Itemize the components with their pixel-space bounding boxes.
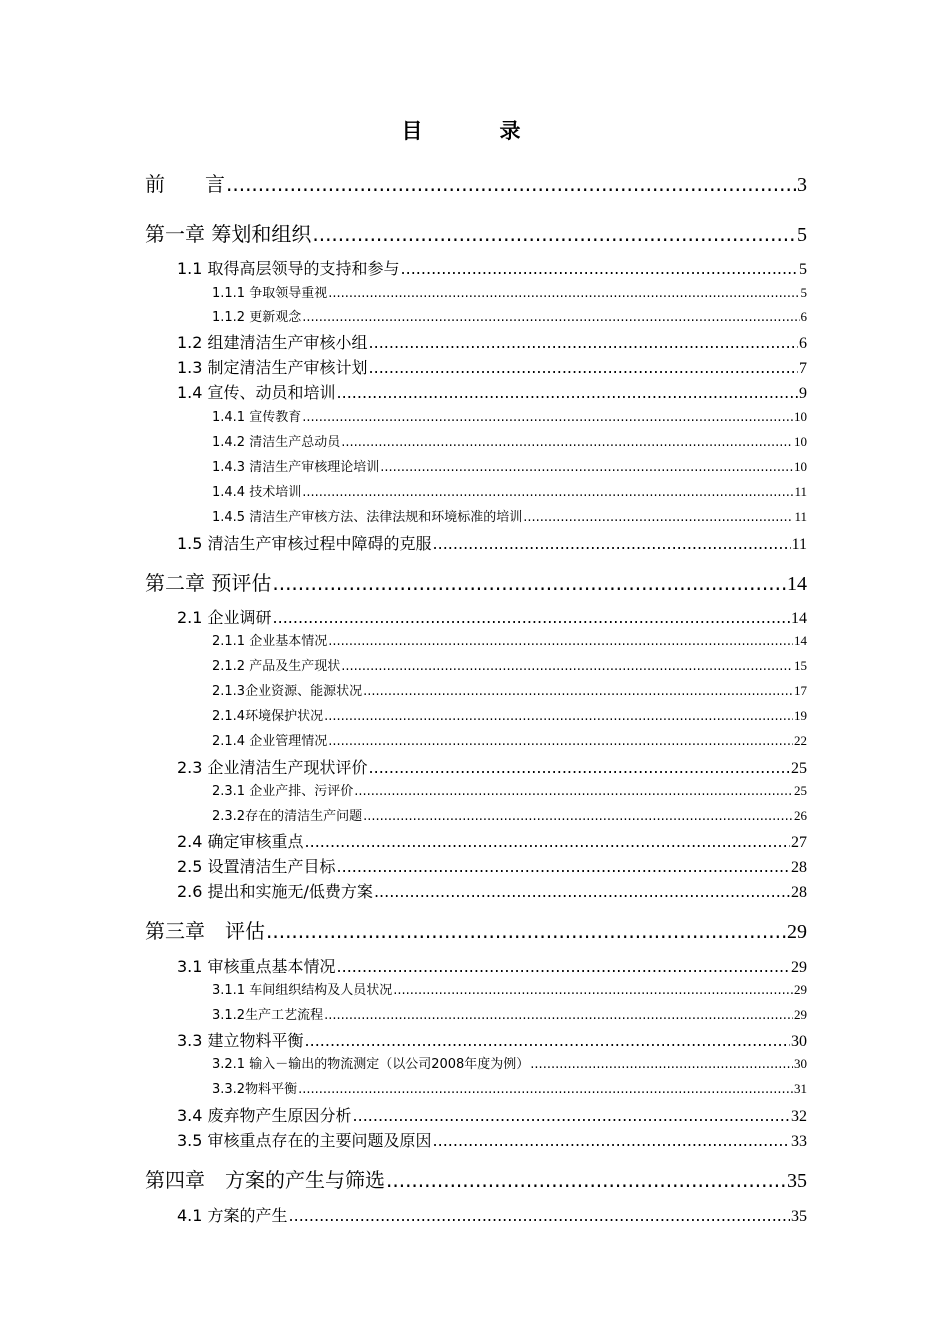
toc-entry xyxy=(177,879,807,902)
toc-entry xyxy=(177,954,807,977)
toc-entry xyxy=(212,680,807,699)
toc-entry xyxy=(212,306,807,325)
dot-leader xyxy=(324,1008,793,1023)
toc-entry-page-number: 6 xyxy=(799,335,807,352)
toc-entry-label: 1.4 宣传、动员和培训 xyxy=(177,383,336,402)
toc-entry-label: 3.4 废弃物产生原因分析 xyxy=(177,1106,352,1125)
toc-entry xyxy=(212,730,807,749)
toc-entry-label: 第四章 方案的产生与筛选 xyxy=(145,1168,385,1192)
dot-leader xyxy=(530,1057,793,1072)
toc-entry xyxy=(145,168,807,197)
dot-leader xyxy=(341,435,793,450)
toc-entry-label: 2.3.2存在的清洁生产问题 xyxy=(212,809,363,824)
toc-entry xyxy=(177,605,807,628)
dot-leader xyxy=(272,571,786,595)
toc-entry xyxy=(177,380,807,403)
toc-entry xyxy=(212,705,807,724)
dot-leader xyxy=(374,882,790,901)
dot-leader xyxy=(369,358,798,377)
toc-entry-label: 2.1 企业调研 xyxy=(177,608,272,627)
toc-entry xyxy=(177,355,807,378)
toc-entry-page-number: 19 xyxy=(794,708,807,723)
toc-entry-page-number: 6 xyxy=(800,309,807,324)
toc-entry-page-number: 28 xyxy=(791,884,807,901)
toc-entry-label: 2.1.2 产品及生产现状 xyxy=(212,659,341,674)
toc-entry-page-number: 25 xyxy=(794,783,807,798)
dot-leader xyxy=(289,1206,790,1225)
toc-entry-page-number: 32 xyxy=(791,1108,807,1125)
toc-entry xyxy=(145,1164,807,1193)
toc-entry-label: 3.1.2生产工艺流程 xyxy=(212,1008,324,1023)
toc-entry xyxy=(145,218,807,247)
toc-entry-page-number: 3 xyxy=(797,174,807,196)
toc-entry-label: 3.2.1 输入－输出的物流测定（以公司2008年度为例） xyxy=(212,1057,530,1072)
toc-entry-label: 3.3 建立物料平衡 xyxy=(177,1031,304,1050)
toc-entry-page-number: 31 xyxy=(794,1081,807,1096)
dot-leader xyxy=(302,310,799,325)
toc-entry-label: 1.4.2 清洁生产总动员 xyxy=(212,435,341,450)
toc-entry-page-number: 27 xyxy=(791,834,807,851)
toc-entry-page-number: 29 xyxy=(791,959,807,976)
toc-entry-page-number: 5 xyxy=(797,224,807,246)
toc-entry xyxy=(145,567,807,596)
toc-entry xyxy=(212,630,807,649)
toc-entry-label: 2.4 确定审核重点 xyxy=(177,832,304,851)
toc-entry-label: 1.4.1 宣传教育 xyxy=(212,410,302,425)
toc-entry-page-number: 25 xyxy=(791,760,807,777)
toc-entry-label: 1.3 制定清洁生产审核计划 xyxy=(177,358,368,377)
toc-entry xyxy=(177,330,807,353)
toc-entry-page-number: 35 xyxy=(791,1208,807,1225)
toc-entry-label: 1.2 组建清洁生产审核小组 xyxy=(177,333,368,352)
toc-entry-page-number: 22 xyxy=(794,733,807,748)
dot-leader xyxy=(369,758,790,777)
dot-leader xyxy=(298,1082,793,1097)
toc-entry-label: 1.4.5 清洁生产审核方法、法律法规和环境标准的培训 xyxy=(212,510,523,525)
dot-leader xyxy=(266,919,786,943)
dot-leader xyxy=(302,410,793,425)
toc-entry xyxy=(212,456,807,475)
toc-entry-label: 3.5 审核重点存在的主要问题及原因 xyxy=(177,1131,432,1150)
toc-entry-page-number: 29 xyxy=(794,1007,807,1022)
dot-leader xyxy=(341,659,793,674)
dot-leader xyxy=(328,734,793,749)
toc-entry-page-number: 9 xyxy=(799,385,807,402)
toc-entry xyxy=(212,481,807,500)
dot-leader xyxy=(369,333,798,352)
toc-entry-label: 2.3 企业清洁生产现状评价 xyxy=(177,758,368,777)
toc-entry-page-number: 30 xyxy=(791,1033,807,1050)
dot-leader xyxy=(305,1031,790,1050)
dot-leader xyxy=(273,608,790,627)
dot-leader xyxy=(363,684,793,699)
toc-entry-label: 2.5 设置清洁生产目标 xyxy=(177,857,336,876)
toc-entry-page-number: 11 xyxy=(794,484,807,499)
toc-entry-label: 1.5 清洁生产审核过程中障碍的克服 xyxy=(177,534,432,553)
toc-entry-label: 3.1.1 车间组织结构及人员状况 xyxy=(212,983,393,998)
toc-entry-page-number: 10 xyxy=(794,459,807,474)
toc-entry-label: 第一章 筹划和组织 xyxy=(145,222,312,246)
toc-entry-page-number: 33 xyxy=(791,1133,807,1150)
toc-entry xyxy=(177,531,807,554)
toc-entry xyxy=(212,1078,807,1097)
toc-entry-label: 2.6 提出和实施无/低费方案 xyxy=(177,882,373,901)
toc-entry-label: 2.1.1 企业基本情况 xyxy=(212,634,328,649)
toc-entry-page-number: 29 xyxy=(787,921,807,943)
toc-entry-page-number: 14 xyxy=(791,610,807,627)
toc-entry xyxy=(212,805,807,824)
dot-leader xyxy=(380,460,793,475)
dot-leader xyxy=(353,1106,790,1125)
dot-leader xyxy=(523,510,793,525)
toc-entry xyxy=(177,854,807,877)
dot-leader xyxy=(337,957,790,976)
dot-leader xyxy=(337,857,790,876)
toc-entry-page-number: 10 xyxy=(794,434,807,449)
toc-entry xyxy=(212,780,807,799)
toc-entry xyxy=(177,1103,807,1126)
toc-entry xyxy=(212,506,807,525)
dot-leader xyxy=(393,983,793,998)
toc-entry xyxy=(177,755,807,778)
toc-entry xyxy=(177,1203,807,1226)
dot-leader xyxy=(337,383,798,402)
toc-entry-page-number: 5 xyxy=(800,285,807,300)
dot-leader xyxy=(226,172,796,196)
dot-leader xyxy=(302,485,793,500)
page-title: 目 录 xyxy=(401,119,549,143)
toc-entry-label: 1.1.1 争取领导重视 xyxy=(212,286,328,301)
toc-entry-page-number: 29 xyxy=(794,982,807,997)
dot-leader xyxy=(401,259,798,278)
dot-leader xyxy=(312,222,796,246)
toc-entry-label: 1.1 取得高层领导的支持和参与 xyxy=(177,259,400,278)
toc-entry-label: 1.1.2 更新观念 xyxy=(212,310,302,325)
dot-leader xyxy=(386,1168,786,1192)
toc-entry-page-number: 7 xyxy=(799,360,807,377)
toc-entry-page-number: 28 xyxy=(791,859,807,876)
toc-entry-label: 1.4.3 清洁生产审核理论培训 xyxy=(212,460,380,475)
toc-entry-label: 1.4.4 技术培训 xyxy=(212,485,302,500)
toc-entry-page-number: 26 xyxy=(794,808,807,823)
toc-entry-page-number: 17 xyxy=(794,683,807,698)
toc-entry-label: 前 言 xyxy=(145,172,225,196)
toc-entry-page-number: 10 xyxy=(794,409,807,424)
toc-entry-label: 第三章 评估 xyxy=(145,919,265,943)
toc-entry-label: 2.3.1 企业产排、污评价 xyxy=(212,784,354,799)
toc-entry-label: 第二章 预评估 xyxy=(145,571,272,595)
toc-entry xyxy=(212,406,807,425)
dot-leader xyxy=(433,534,791,553)
toc-entry-label: 2.1.3企业资源、能源状况 xyxy=(212,684,363,699)
dot-leader xyxy=(354,784,793,799)
dot-leader xyxy=(433,1131,790,1150)
toc-entry-page-number: 14 xyxy=(794,633,807,648)
toc-entry-page-number: 14 xyxy=(787,573,807,595)
toc-entry-label: 3.3.2物料平衡 xyxy=(212,1082,298,1097)
toc-entry-label: 2.1.4 企业管理情况 xyxy=(212,734,328,749)
toc-entry-page-number: 11 xyxy=(791,536,807,553)
toc-entry-page-number: 5 xyxy=(799,261,807,278)
toc-entry xyxy=(212,655,807,674)
toc-entry-page-number: 15 xyxy=(794,658,807,673)
toc-entry xyxy=(212,282,807,301)
toc-entry xyxy=(212,1053,807,1072)
dot-leader xyxy=(328,286,799,301)
toc-entry xyxy=(177,829,807,852)
toc-entry xyxy=(212,1004,807,1023)
toc-entry xyxy=(212,979,807,998)
toc-entry-label: 2.1.4环境保护状况 xyxy=(212,709,324,724)
toc-entry-page-number: 35 xyxy=(787,1170,807,1192)
toc-entry xyxy=(177,256,807,279)
toc-entry-page-number: 30 xyxy=(794,1056,807,1071)
dot-leader xyxy=(328,634,793,649)
toc-entry xyxy=(177,1028,807,1051)
dot-leader xyxy=(363,809,793,824)
toc-entry-page-number: 11 xyxy=(794,509,807,524)
toc-entry xyxy=(212,431,807,450)
dot-leader xyxy=(324,709,793,724)
dot-leader xyxy=(305,832,790,851)
toc-entry-label: 4.1 方案的产生 xyxy=(177,1206,288,1225)
toc-entry-label: 3.1 审核重点基本情况 xyxy=(177,957,336,976)
toc-entry xyxy=(177,1128,807,1151)
toc-entry xyxy=(145,915,807,944)
